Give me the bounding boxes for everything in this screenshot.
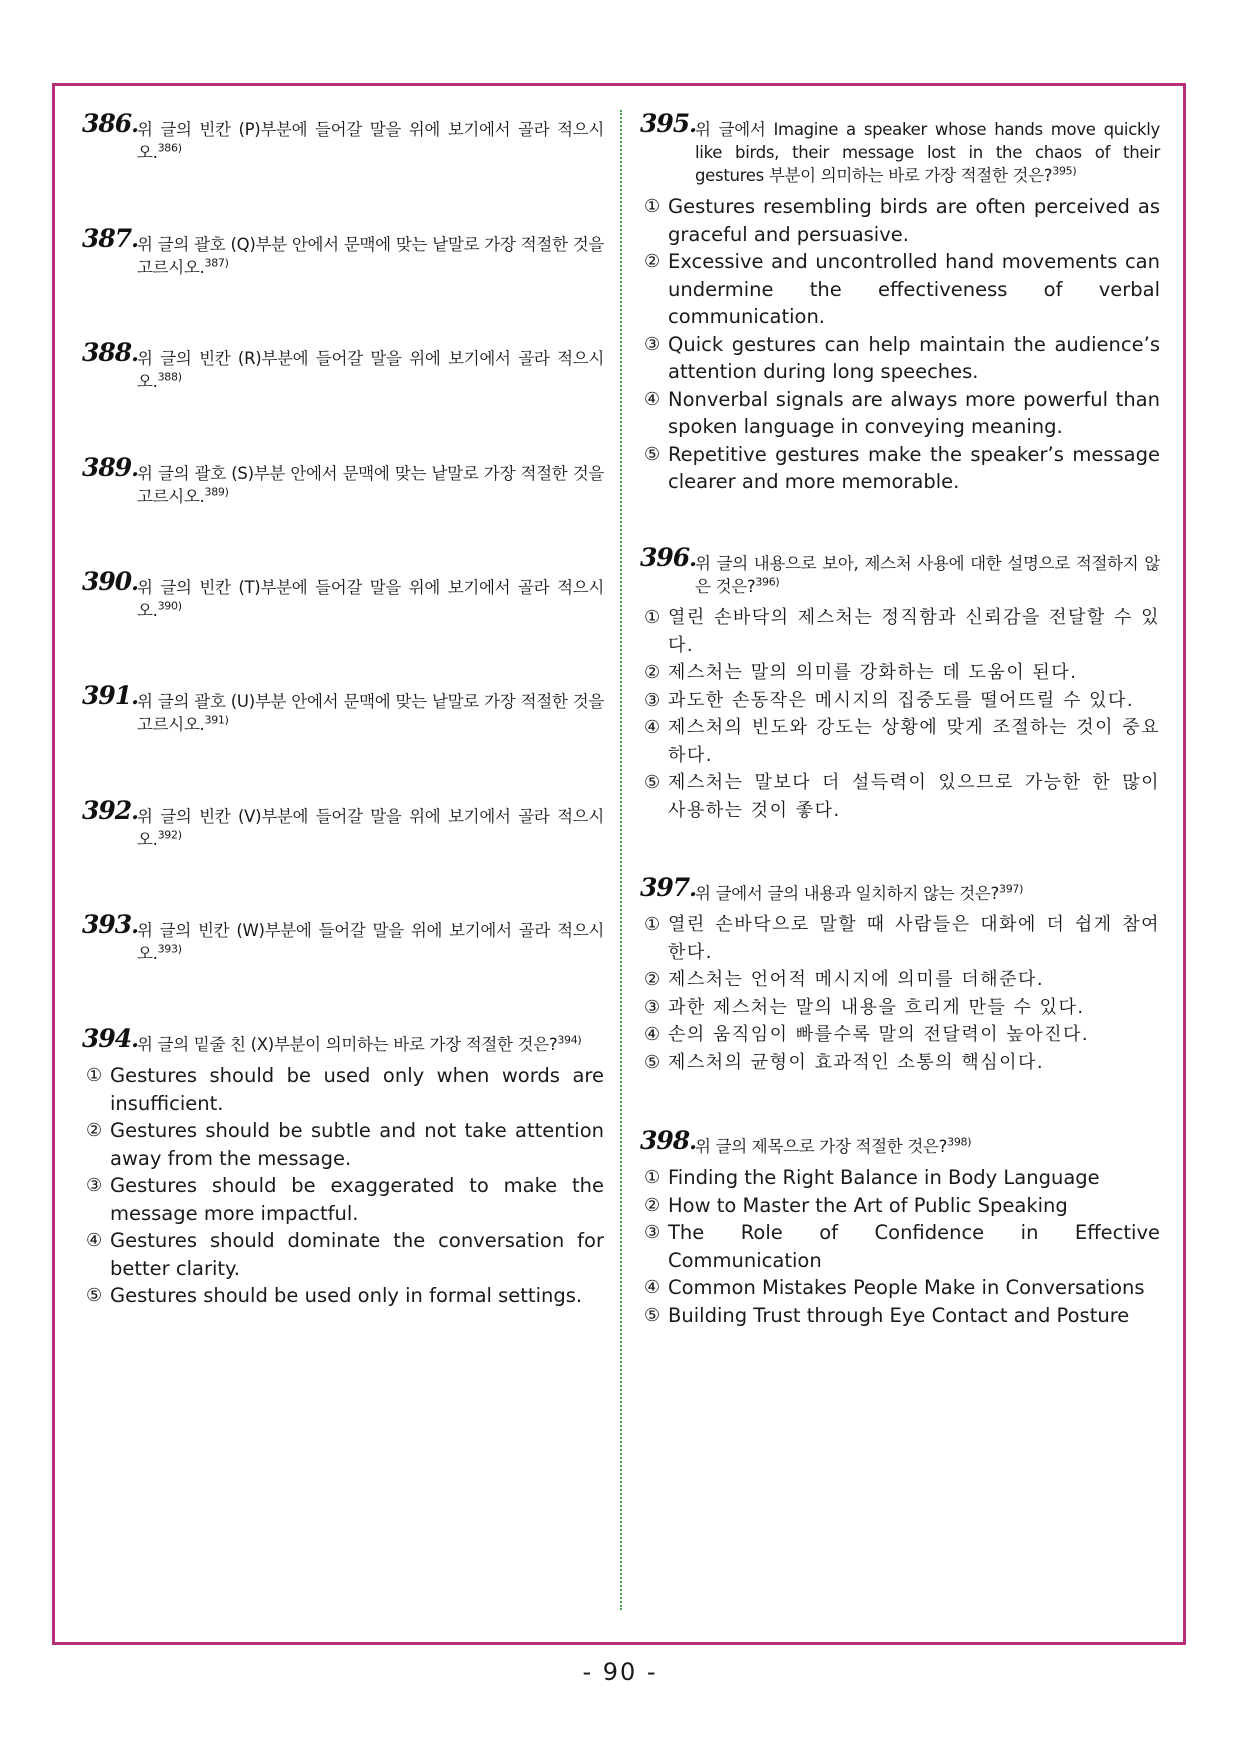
option-text: 과도한 손동작은 메시지의 집중도를 떨어뜨릴 수 있다. [668,689,1135,711]
option-text: Excessive and uncontrolled hand movements can undermine the effectiveness of verbal communication. [668,250,1160,328]
option-2[interactable]: ② 제스처는 말의 의미를 강화하는 데 도움이 된다. [644,662,1078,683]
option-text: The Role of Confidence in Effective Communication [668,1221,1160,1272]
question-text: 위 글의 빈칸 (W)부분에 들어갈 말을 위에 보기에서 골라 적으시오. [137,921,604,963]
option-4[interactable]: ④ Common Mistakes People Make in Conversations [644,1276,1145,1299]
question-text: 위 글의 빈칸 (R)부분에 들어갈 말을 위에 보기에서 골라 적으시오. [137,349,604,391]
option-text: 제스처는 말의 의미를 강화하는 데 도움이 된다. [668,662,1078,683]
answer-options [82,1062,604,1310]
question-text: 위 글의 괄호 (S)부분 안에서 문맥에 맞는 낱말로 가장 적절한 것을 고르시오. [137,464,604,506]
option-4[interactable]: ④ 제스처의 빈도와 강도는 상황에 맞게 조절하는 것이 중요하다. [644,717,1160,766]
option-2[interactable]: ② 제스처는 언어적 메시지에 의미를 더해준다. [644,969,1045,990]
option-text: 제스처의 빈도와 강도는 상황에 맞게 조절하는 것이 중요하다. [668,717,1160,766]
footnote-ref: 394) [557,1033,582,1047]
column-divider [620,110,622,1610]
question-text: 위 글에서 글의 내용과 일치하지 않는 것은? [695,884,999,903]
question-398: 398. 위 글의 제목으로 가장 적절한 것은?$^{398)}$ ① Finding the Right Balance in Body Language ② How to Master the Art of Public Speaking ③ The Role of Confidence in Effective Communication ④ Common Mistakes People Make in Conversations ⑤ Building Trust through Eye Contact and Posture [640,1135,1160,1329]
question-number: 391 [82,681,132,710]
option-3[interactable]: ③ 과도한 손동작은 메시지의 집중도를 떨어뜨릴 수 있다. [644,689,1135,711]
question-number: 387 [82,224,132,253]
question-number: 390 [82,567,132,596]
answer-options [640,193,1160,496]
answer-options [640,911,1160,1076]
option-text: How to Master the Art of Public Speaking [668,1193,1068,1217]
question-number: 392 [82,796,132,825]
footnote-ref: 398) [947,1135,972,1149]
question-number: 393 [82,910,132,939]
option-5[interactable]: ⑤ Repetitive gestures make the speaker’s message clearer and more memorable. [644,442,1160,493]
question-text: 위 글의 빈칸 (P)부분에 들어갈 말을 위에 보기에서 골라 적으시오. [137,120,604,162]
question-text: 위 글에서 Imagine a speaker whose hands move quickly like birds, their message lost in the chaos of their gestures 부분이 의미하는 바로 가장 적절한 것은? [695,120,1160,185]
option-text: 과한 제스처는 말의 내용을 흐리게 만들 수 있다. [668,996,1085,1018]
question-number: 396 [640,543,690,572]
question-number: 398 [640,1126,690,1155]
option-text: Building Trust through Eye Contact and Posture [668,1303,1130,1327]
footnote-ref: 391) [204,713,229,727]
option-text: Quick gestures can help maintain the audience’s attention during long speeches. [668,332,1160,383]
page-number: - 90 - [582,1658,658,1686]
option-text: Gestures should be used only in formal settings. [110,1284,583,1307]
option-5[interactable]: ⑤ Gestures should be used only in formal settings. [86,1284,583,1307]
option-2[interactable]: ② How to Master the Art of Public Speaking [644,1193,1068,1217]
footnote-ref: 395) [1052,164,1077,178]
question-number: 389 [82,453,132,482]
question-390: 390. 위 글의 빈칸 (T)부분에 들어갈 말을 위에 보기에서 골라 적으시오.$^{390)}$ [82,567,604,620]
option-1[interactable]: ① Gestures should be used only when words are insufficient. [86,1064,604,1115]
question-397: 397. 위 글에서 글의 내용과 일치하지 않는 것은?$^{397)}$ ① 열린 손바닥으로 말할 때 사람들은 대화에 더 쉽게 참여한다. ② 제스처는 언어적 메시지에 의미를 더해준다. ③ 과한 제스처는 말의 내용을 흐리게 만들 수 있다. ④ 손의 움직임이 빠를수록 말의 전달력이 높아진다. ⑤ 제스처의 균형이 효과적인 소통의 핵심이다. [640,882,1160,1076]
question-395: 395. 위 글에서 Imagine a speaker whose hands move quickly like birds, their message lost in the chaos of their gestures 부분이 의미하는 바로 가장 적절한 것은?$^{395)}$ ① Gestures resembling birds are often perceived as graceful and persuasive. ② Excessive and uncontrolled hand movements can undermine the effectiveness of verbal communication. ③ Quick gestures can help maintain the audience’s attention during long speeches. ④ Nonverbal signals are always more powerful than spoken language in conveying meaning. ⑤ Repetitive gestures make the speaker’s message clearer and more memorable. [640,118,1160,496]
footnote-ref: 396) [755,575,780,589]
question-number: 388 [82,338,132,367]
option-text: 제스처의 균형이 효과적인 소통의 핵심이다. [668,1051,1045,1073]
option-text: Gestures should be used only when words are insufficient. [110,1064,604,1115]
footnote-ref: 387) [204,256,229,270]
option-text: 열린 손바닥의 제스처는 정직함과 신뢰감을 전달할 수 있다. [668,607,1160,656]
option-1[interactable]: ① Gestures resembling birds are often perceived as graceful and persuasive. [644,195,1160,246]
footnote-ref: 389) [204,485,229,499]
option-4[interactable]: ④ 손의 움직임이 빠를수록 말의 전달력이 높아진다. [644,1024,1090,1045]
option-3[interactable]: ③ 과한 제스처는 말의 내용을 흐리게 만들 수 있다. [644,996,1085,1018]
option-text: Gestures should be subtle and not take attention away from the message. [110,1119,604,1170]
option-text: Common Mistakes People Make in Conversations [668,1276,1145,1299]
option-1[interactable]: ① 열린 손바닥으로 말할 때 사람들은 대화에 더 쉽게 참여한다. [644,914,1160,963]
question-392: 392. 위 글의 빈칸 (V)부분에 들어갈 말을 위에 보기에서 골라 적으시오.$^{392)}$ [82,796,604,849]
option-text: 손의 움직임이 빠를수록 말의 전달력이 높아진다. [668,1024,1090,1045]
option-text: Repetitive gestures make the speaker’s message clearer and more memorable. [668,442,1160,493]
question-text: 위 글의 제목으로 가장 적절한 것은? [695,1137,948,1156]
footnote-ref: 392) [157,828,182,842]
option-2[interactable]: ② Excessive and uncontrolled hand movements can undermine the effectiveness of verbal communication. [644,250,1160,328]
footnote-ref: 386) [157,141,182,155]
option-4[interactable]: ④ Gestures should dominate the conversation for better clarity. [86,1229,604,1280]
question-text: 위 글의 괄호 (Q)부분 안에서 문맥에 맞는 낱말로 가장 적절한 것을 고르시오. [137,235,604,277]
question-386: 386. 위 글의 빈칸 (P)부분에 들어갈 말을 위에 보기에서 골라 적으시오.$^{386)}$ [82,109,604,162]
option-text: Gestures resembling birds are often perceived as graceful and persuasive. [668,195,1160,246]
option-5[interactable]: ⑤ Building Trust through Eye Contact and Posture [644,1303,1130,1327]
option-4[interactable]: ④ Nonverbal signals are always more powerful than spoken language in conveying meaning. [644,387,1160,438]
question-387: 387. 위 글의 괄호 (Q)부분 안에서 문맥에 맞는 낱말로 가장 적절한 것을 고르시오.$^{387)}$ [82,224,604,277]
option-text: Nonverbal signals are always more powerful than spoken language in conveying meaning. [668,387,1160,438]
question-text: 위 글의 빈칸 (V)부분에 들어갈 말을 위에 보기에서 골라 적으시오. [137,807,604,849]
option-2[interactable]: ② Gestures should be subtle and not take attention away from the message. [86,1119,604,1170]
question-391: 391. 위 글의 괄호 (U)부분 안에서 문맥에 맞는 낱말로 가장 적절한 것을 고르시오.$^{391)}$ [82,681,604,734]
option-text: 제스처는 말보다 더 설득력이 있으므로 가능한 한 많이 사용하는 것이 좋다. [668,772,1160,821]
option-3[interactable]: ③ Quick gestures can help maintain the audience’s attention during long speeches. [644,332,1160,383]
option-text: Finding the Right Balance in Body Language [668,1166,1100,1189]
footnote-ref: 393) [157,942,182,956]
option-text: Gestures should be exaggerated to make the message more impactful. [110,1174,604,1225]
option-1[interactable]: ① Finding the Right Balance in Body Language [644,1166,1100,1189]
question-389: 389. 위 글의 괄호 (S)부분 안에서 문맥에 맞는 낱말로 가장 적절한 것을 고르시오.$^{389)}$ [82,453,604,506]
footnote-ref: 388) [157,370,182,384]
option-text: 제스처는 언어적 메시지에 의미를 더해준다. [668,969,1045,990]
option-1[interactable]: ① 열린 손바닥의 제스처는 정직함과 신뢰감을 전달할 수 있다. [644,607,1160,656]
question-number: 394 [82,1024,132,1053]
question-number: 397 [640,873,690,902]
footnote-ref: 397) [999,882,1024,896]
question-396: 396. 위 글의 내용으로 보아, 제스처 사용에 대한 설명으로 적절하지 않은 것은?$^{396)}$ ① 열린 손바닥의 제스처는 정직함과 신뢰감을 전달할 수 있다. ② 제스처는 말의 의미를 강화하는 데 도움이 된다. ③ 과도한 손동작은 메시지의 집중도를 떨어뜨릴 수 있다. ④ 제스처의 빈도와 강도는 상황에 맞게 조절하는 것이 중요하다. ⑤ 제스처는 말보다 더 설득력이 있으므로 가능한 한 많이 사용하는 것이 좋다. [640,552,1160,824]
option-5[interactable]: ⑤ 제스처의 균형이 효과적인 소통의 핵심이다. [644,1051,1045,1073]
option-3[interactable]: ③ Gestures should be exaggerated to make the message more impactful. [86,1174,604,1225]
answer-options [640,1164,1160,1329]
question-393: 393. 위 글의 빈칸 (W)부분에 들어갈 말을 위에 보기에서 골라 적으시오.$^{393)}$ [82,910,604,963]
question-text: 위 글의 괄호 (U)부분 안에서 문맥에 맞는 낱말로 가장 적절한 것을 고르시오. [137,692,604,734]
footnote-ref: 390) [157,599,182,613]
question-388: 388. 위 글의 빈칸 (R)부분에 들어갈 말을 위에 보기에서 골라 적으시오.$^{388)}$ [82,338,604,391]
option-text: 열린 손바닥으로 말할 때 사람들은 대화에 더 쉽게 참여한다. [668,914,1160,963]
question-text: 위 글의 밑줄 친 (X)부분이 의미하는 바로 가장 적절한 것은? [137,1035,558,1054]
question-text: 위 글의 빈칸 (T)부분에 들어갈 말을 위에 보기에서 골라 적으시오. [137,578,604,620]
option-5[interactable]: ⑤ 제스처는 말보다 더 설득력이 있으므로 가능한 한 많이 사용하는 것이 좋다. [644,772,1160,821]
option-3[interactable]: ③ The Role of Confidence in Effective Communication [644,1221,1160,1272]
question-394: 394. 위 글의 밑줄 친 (X)부분이 의미하는 바로 가장 적절한 것은?$^{394)}$ ① Gestures should be used only when words are insufficient. ② Gestures should be subtle and not take attention away from the message. ③ Gestures should be exaggerated to make the message more impactful. ④ Gestures should dominate the conversation for better clarity. ⑤ Gestures should be used only in formal settings. [82,1033,604,1310]
question-number: 386 [82,109,132,138]
question-text: 위 글의 내용으로 보아, 제스처 사용에 대한 설명으로 적절하지 않은 것은? [695,554,1160,596]
option-text: Gestures should dominate the conversation for better clarity. [110,1229,604,1280]
question-number: 395 [640,109,690,138]
answer-options [640,604,1160,824]
